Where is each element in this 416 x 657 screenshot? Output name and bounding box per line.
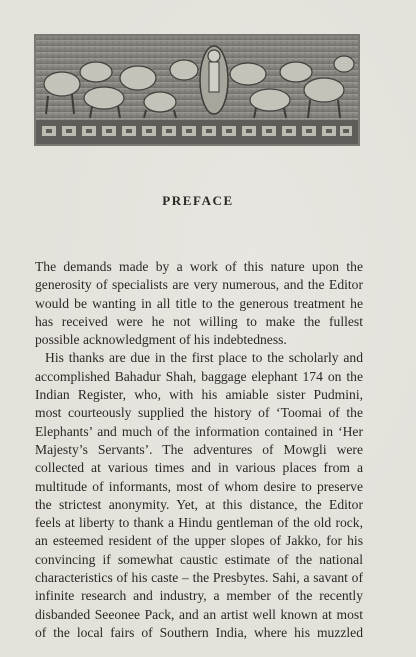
text-line: has received were he not willing to make the fullest [35,313,363,329]
text-line: convincing if somewhat caustic estimate of the national [35,551,363,567]
text-line: an esteemed resident of the upper slopes of Jakko, for his [35,533,363,549]
text-line: The demands made by a work of this nature upon the [35,259,363,274]
text-line: would be wanting in all title to the generous treatment he [35,295,363,311]
text-line: His thanks are due in the first place to the scholarly and [45,350,363,366]
text-line: collected at various times and in various places from a [35,460,363,476]
preface-body [35,258,363,642]
text-line: generosity of specialists are very numerous, and the Editor [35,277,363,293]
text-line: disbanded Seeonee Pack, and an artist well known at most [35,606,363,622]
text-line: infinite research and industry, a member of the recently [35,588,363,604]
text-line: possible acknowledgment of his indebtedness. [35,332,287,348]
carved-frieze-illustration [34,34,360,146]
text-line: Indian Register, who, with his amiable sister Pudmini, [35,387,363,403]
text-line: multitude of informants, most of whom desire to preserve [35,478,363,494]
text-line: most courteously supplied the history of ‘Toomai of the [35,405,363,421]
text-line: accomplished Bahadur Shah, baggage elephant 174 on the [35,368,363,384]
text-line: Majesty’s Servants’. The adventures of Mowgli were [35,441,363,457]
text-line: characteristics of his caste – the Presbytes. Sahi, a savant of [35,570,363,586]
text-line: the strictest anonymity. Yet, at this distance, the Editor [35,496,363,512]
page-title: PREFACE [162,193,234,208]
text-line: of the local fairs of Southern India, where his muzzled [35,624,363,640]
text-line: feels at liberty to thank a Hindu gentleman of the old rock, [35,515,363,531]
text-line: Elephants’ and much of the information contained in ‘Her [35,423,363,439]
